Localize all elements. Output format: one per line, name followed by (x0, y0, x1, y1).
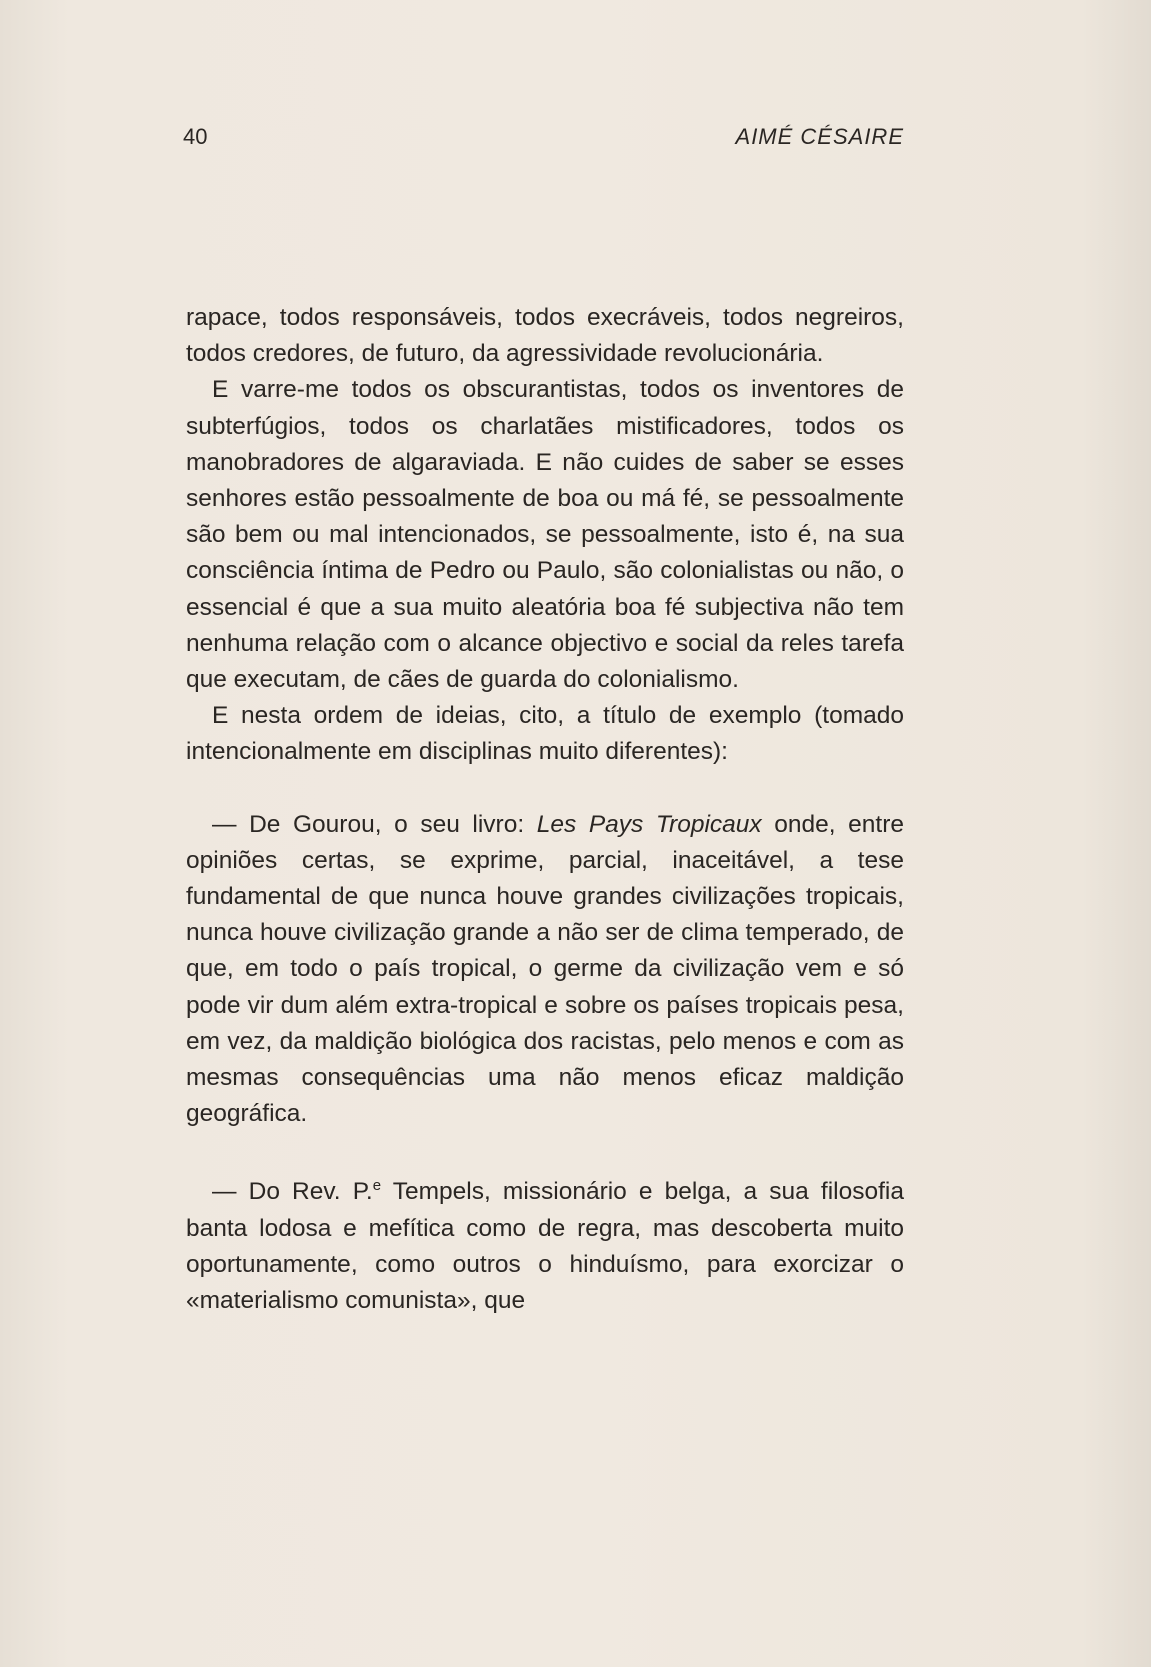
superscript-e: e (372, 1177, 382, 1195)
paragraph-4-lead: — De Gourou, o seu livro: (212, 810, 537, 838)
paragraph-4 (186, 807, 904, 1133)
body-text (186, 300, 904, 1319)
header-author: AIMÉ CÉSAIRE (735, 124, 904, 149)
paragraph-5-lead: — Do Rev. P. (212, 1178, 373, 1206)
page-number: 40 (183, 124, 208, 149)
running-header (183, 124, 904, 152)
paragraph-3: E nesta ordem de ideias, cito, a título de exemplo (tomado intencionalmente em disciplinas muito diferentes): (186, 702, 904, 766)
paragraph-4-rest: onde, entre opiniões certas, se exprime, parcial, inaceitável, a tese fundamental de que nunca houve grandes civilizações tropicais, nunca houve civilização grande a não ser de clima temperado, de que, em todo o país tropical, o germe da civilização vem e só pode vir dum além extra-tropical e sobre os países tropicais pesa, em vez, da maldição biológica dos racistas, pelo menos e com as mesmas consequências uma não menos eficaz maldição geográfica. (186, 810, 904, 1128)
paragraph-5-rest: Tempels, missionário e belga, a sua filosofia banta lodosa e mefítica como de regra, mas descoberta muito oportunamente, como outros o hinduísmo, para exorcizar o «materialismo comunista», que (186, 1178, 904, 1315)
paragraph-1: rapace, todos responsáveis, todos execráveis, todos negreiros, todos credores, de futuro, da agressividade revolucionária. (186, 304, 904, 368)
paragraph-5 (186, 1168, 904, 1319)
book-title: Les Pays Tropicaux (536, 810, 762, 838)
paragraph-2: E varre-me todos os obscurantistas, todos os inventores de subterfúgios, todos os charlatães mistificadores, todos os manobradores de algaraviada. E não cuides de saber se esses senhores estão pessoalmente de boa ou má fé, se pessoalmente são bem ou mal intencionados, se pessoalmente, isto é, na sua consciência íntima de Pedro ou Paulo, são colonialistas ou não, o essencial é que a sua muito aleatória boa fé subjectiva não tem nenhuma relação com o alcance objectivo e social da reles tarefa que executam, de cães de guarda do colonialismo. (186, 376, 904, 694)
